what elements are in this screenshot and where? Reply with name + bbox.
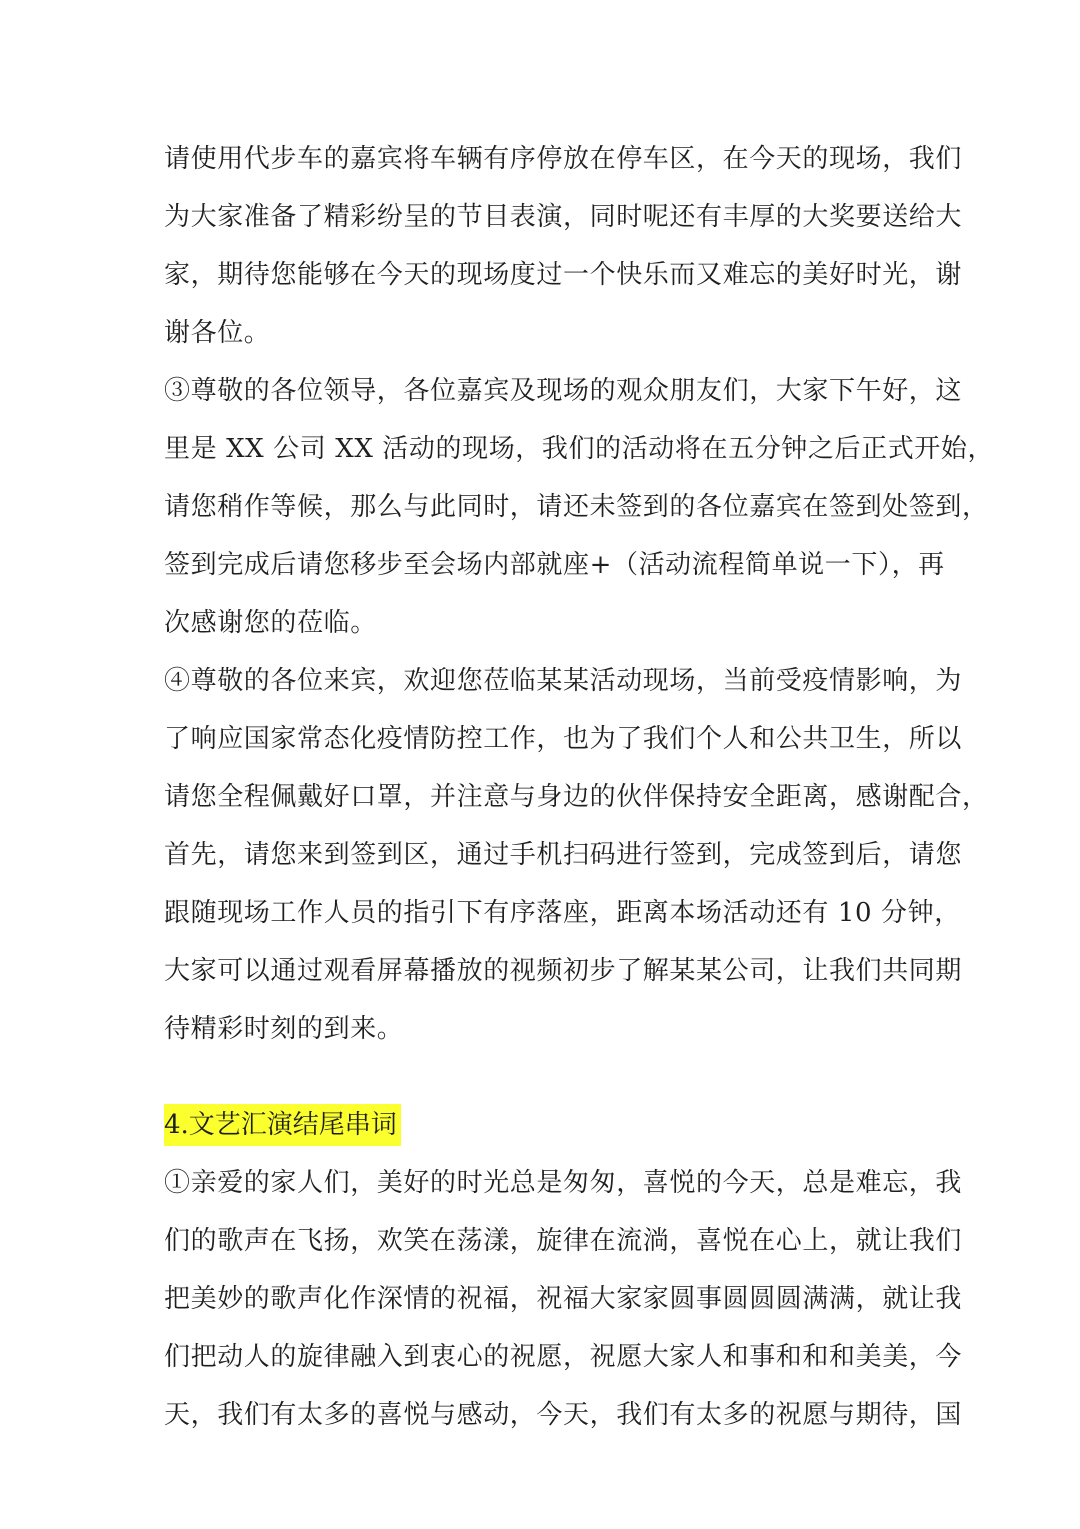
paragraph-parking (164, 130, 963, 362)
text-line: 大家可以通过观看屏幕播放的视频初步了解某某公司，让我们共同期 (164, 956, 963, 986)
paragraph-item-4 (164, 652, 989, 1058)
text-line: 请使用代步车的嘉宾将车辆有序停放在停车区，在今天的现场，我们 (164, 144, 963, 174)
text-line: 次感谢您的莅临。 (164, 608, 377, 638)
section-heading-row (164, 1096, 924, 1154)
text-line: 首先，请您来到签到区，通过手机扫码进行签到，完成签到后，请您 (164, 840, 963, 870)
text-line: 天，我们有太多的喜悦与感动，今天，我们有太多的祝愿与期待，国 (164, 1400, 963, 1430)
text-line: 签到完成后请您移步至会场内部就座+（活动流程简单说一下），再 (164, 550, 945, 580)
text-line: 们的歌声在飞扬，欢笑在荡漾，旋律在流淌，喜悦在心上，就让我们 (164, 1226, 963, 1256)
text-line: ③尊敬的各位领导，各位嘉宾及现场的观众朋友们，大家下午好，这 (164, 376, 963, 406)
text-line: 家，期待您能够在今天的现场度过一个快乐而又难忘的美好时光，谢 (164, 260, 963, 290)
text-line: 请您稍作等候，那么与此同时，请还未签到的各位嘉宾在签到处签到， (164, 492, 989, 522)
text-line: 待精彩时刻的到来。 (164, 1014, 404, 1044)
text-line: 把美妙的歌声化作深情的祝福，祝福大家家圆事圆圆圆满满，就让我 (164, 1284, 963, 1314)
text-line: 里是 XX 公司 XX 活动的现场，我们的活动将在五分钟之后正式开始， (164, 434, 995, 464)
text-line: ④尊敬的各位来宾，欢迎您莅临某某活动现场，当前受疫情影响，为 (164, 666, 963, 696)
text-line: 为大家准备了精彩纷呈的节目表演，同时呢还有丰厚的大奖要送给大 (164, 202, 963, 232)
text-line: 了响应国家常态化疫情防控工作，也为了我们个人和公共卫生，所以 (164, 724, 963, 754)
section-spacer (164, 1058, 924, 1096)
paragraph-item-3 (164, 362, 995, 652)
text-line: 请您全程佩戴好口罩，并注意与身边的伙伴保持安全距离，感谢配合， (164, 782, 989, 812)
section-heading: 4.文艺汇演结尾串词 (164, 1104, 401, 1146)
text-line: ①亲爱的家人们，美好的时光总是匆匆，喜悦的今天，总是难忘，我 (164, 1168, 963, 1198)
text-line: 跟随现场工作人员的指引下有序落座，距离本场活动还有 10 分钟， (164, 898, 961, 928)
text-line: 们把动人的旋律融入到衷心的祝愿，祝愿大家人和事和和和美美，今 (164, 1342, 963, 1372)
text-line: 谢各位。 (164, 318, 271, 348)
document-body (164, 130, 995, 1444)
paragraph-closing (164, 1154, 963, 1444)
